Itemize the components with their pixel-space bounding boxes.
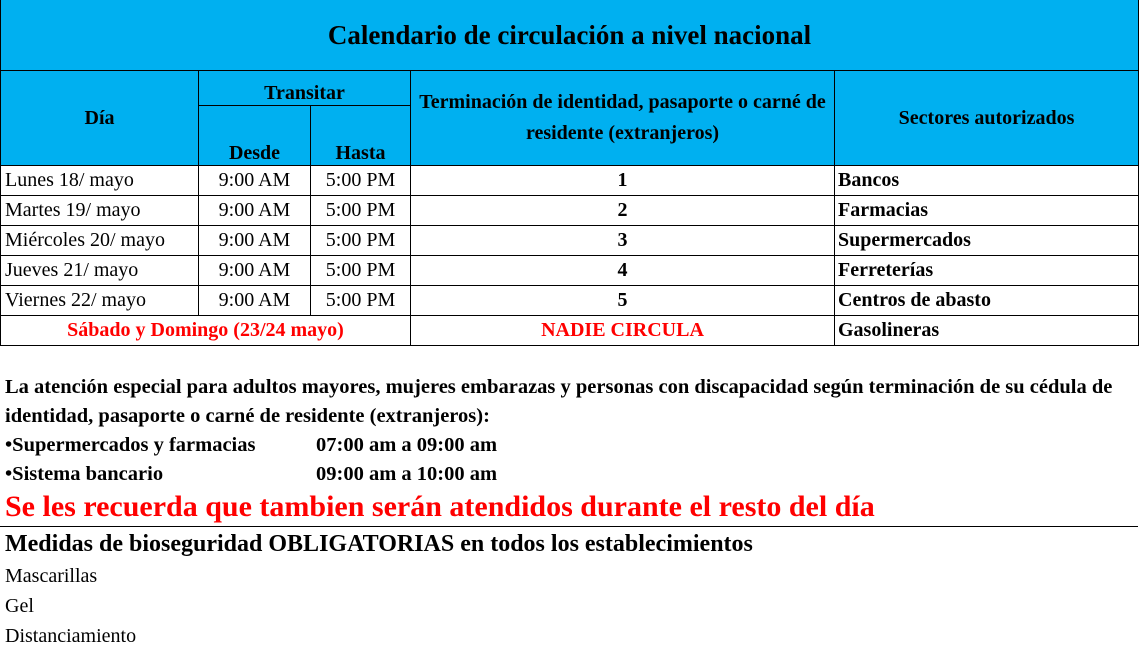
from-cell: 9:00 AM (199, 196, 311, 226)
termination-cell: 3 (411, 226, 835, 256)
weekend-status: NADIE CIRCULA (411, 316, 835, 346)
biosecurity-title: Medidas de bioseguridad OBLIGATORIAS en todos los establecimientos (5, 531, 753, 557)
special-item (0, 431, 1138, 460)
to-cell: 5:00 PM (311, 286, 411, 316)
table-row (1, 196, 1139, 226)
special-item (0, 460, 1138, 489)
table-row (1, 166, 1139, 196)
special-item-hours: 07:00 am a 09:00 am (316, 434, 498, 456)
to-cell: 5:00 PM (311, 196, 411, 226)
day-cell: Miércoles 20/ mayo (1, 226, 199, 256)
day-cell: Jueves 21/ mayo (1, 256, 199, 286)
header-day: Día (1, 71, 199, 166)
biosecurity-item: Gel (5, 595, 34, 617)
biosecurity-item: Mascarillas (5, 565, 98, 587)
day-cell: Martes 19/ mayo (1, 196, 199, 226)
sector-cell: Centros de abasto (835, 286, 1139, 316)
reminder-text: Se les recuerda que tambien serán atendidos durante el resto del día (5, 490, 875, 523)
from-cell: 9:00 AM (199, 286, 311, 316)
table-row (1, 226, 1139, 256)
termination-cell: 4 (411, 256, 835, 286)
table-row (1, 286, 1139, 316)
header-sectors: Sectores autorizados (835, 71, 1139, 166)
special-item-hours: 09:00 am a 10:00 am (316, 463, 498, 485)
from-cell: 9:00 AM (199, 226, 311, 256)
sector-cell: Farmacias (835, 196, 1139, 226)
to-cell: 5:00 PM (311, 256, 411, 286)
to-cell: 5:00 PM (311, 226, 411, 256)
table-row (1, 256, 1139, 286)
from-cell: 9:00 AM (199, 256, 311, 286)
termination-cell: 1 (411, 166, 835, 196)
header-to: Hasta (311, 106, 411, 166)
from-cell: 9:00 AM (199, 166, 311, 196)
special-attention-notes (0, 351, 1138, 524)
weekend-label: Sábado y Domingo (23/24 mayo) (1, 316, 411, 346)
special-item-label: •Supermercados y farmacias (5, 434, 256, 456)
table-title: Calendario de circulación a nivel nacional (1, 0, 1139, 71)
weekend-sector: Gasolineras (835, 316, 1139, 346)
day-cell: Lunes 18/ mayo (1, 166, 199, 196)
termination-cell: 5 (411, 286, 835, 316)
header-termination: Terminación de identidad, pasaporte o carné de residente (extranjeros) (411, 71, 835, 166)
sector-cell: Bancos (835, 166, 1139, 196)
biosecurity-item: Distanciamiento (5, 625, 137, 647)
to-cell: 5:00 PM (311, 166, 411, 196)
biosecurity-section (0, 526, 1138, 651)
termination-cell: 2 (411, 196, 835, 226)
header-from: Desde (199, 106, 311, 166)
weekend-row (1, 316, 1139, 346)
sector-cell: Ferreterías (835, 256, 1139, 286)
special-intro: La atención especial para adultos mayores, mujeres embarazas y personas con discapacidad según terminación de su cédula de identidad, pasaporte o carné de residente (extranjeros): (5, 376, 1113, 427)
special-item-label: •Sistema bancario (5, 463, 164, 485)
day-cell: Viernes 22/ mayo (1, 286, 199, 316)
header-transit: Transitar (199, 71, 411, 106)
sector-cell: Supermercados (835, 226, 1139, 256)
